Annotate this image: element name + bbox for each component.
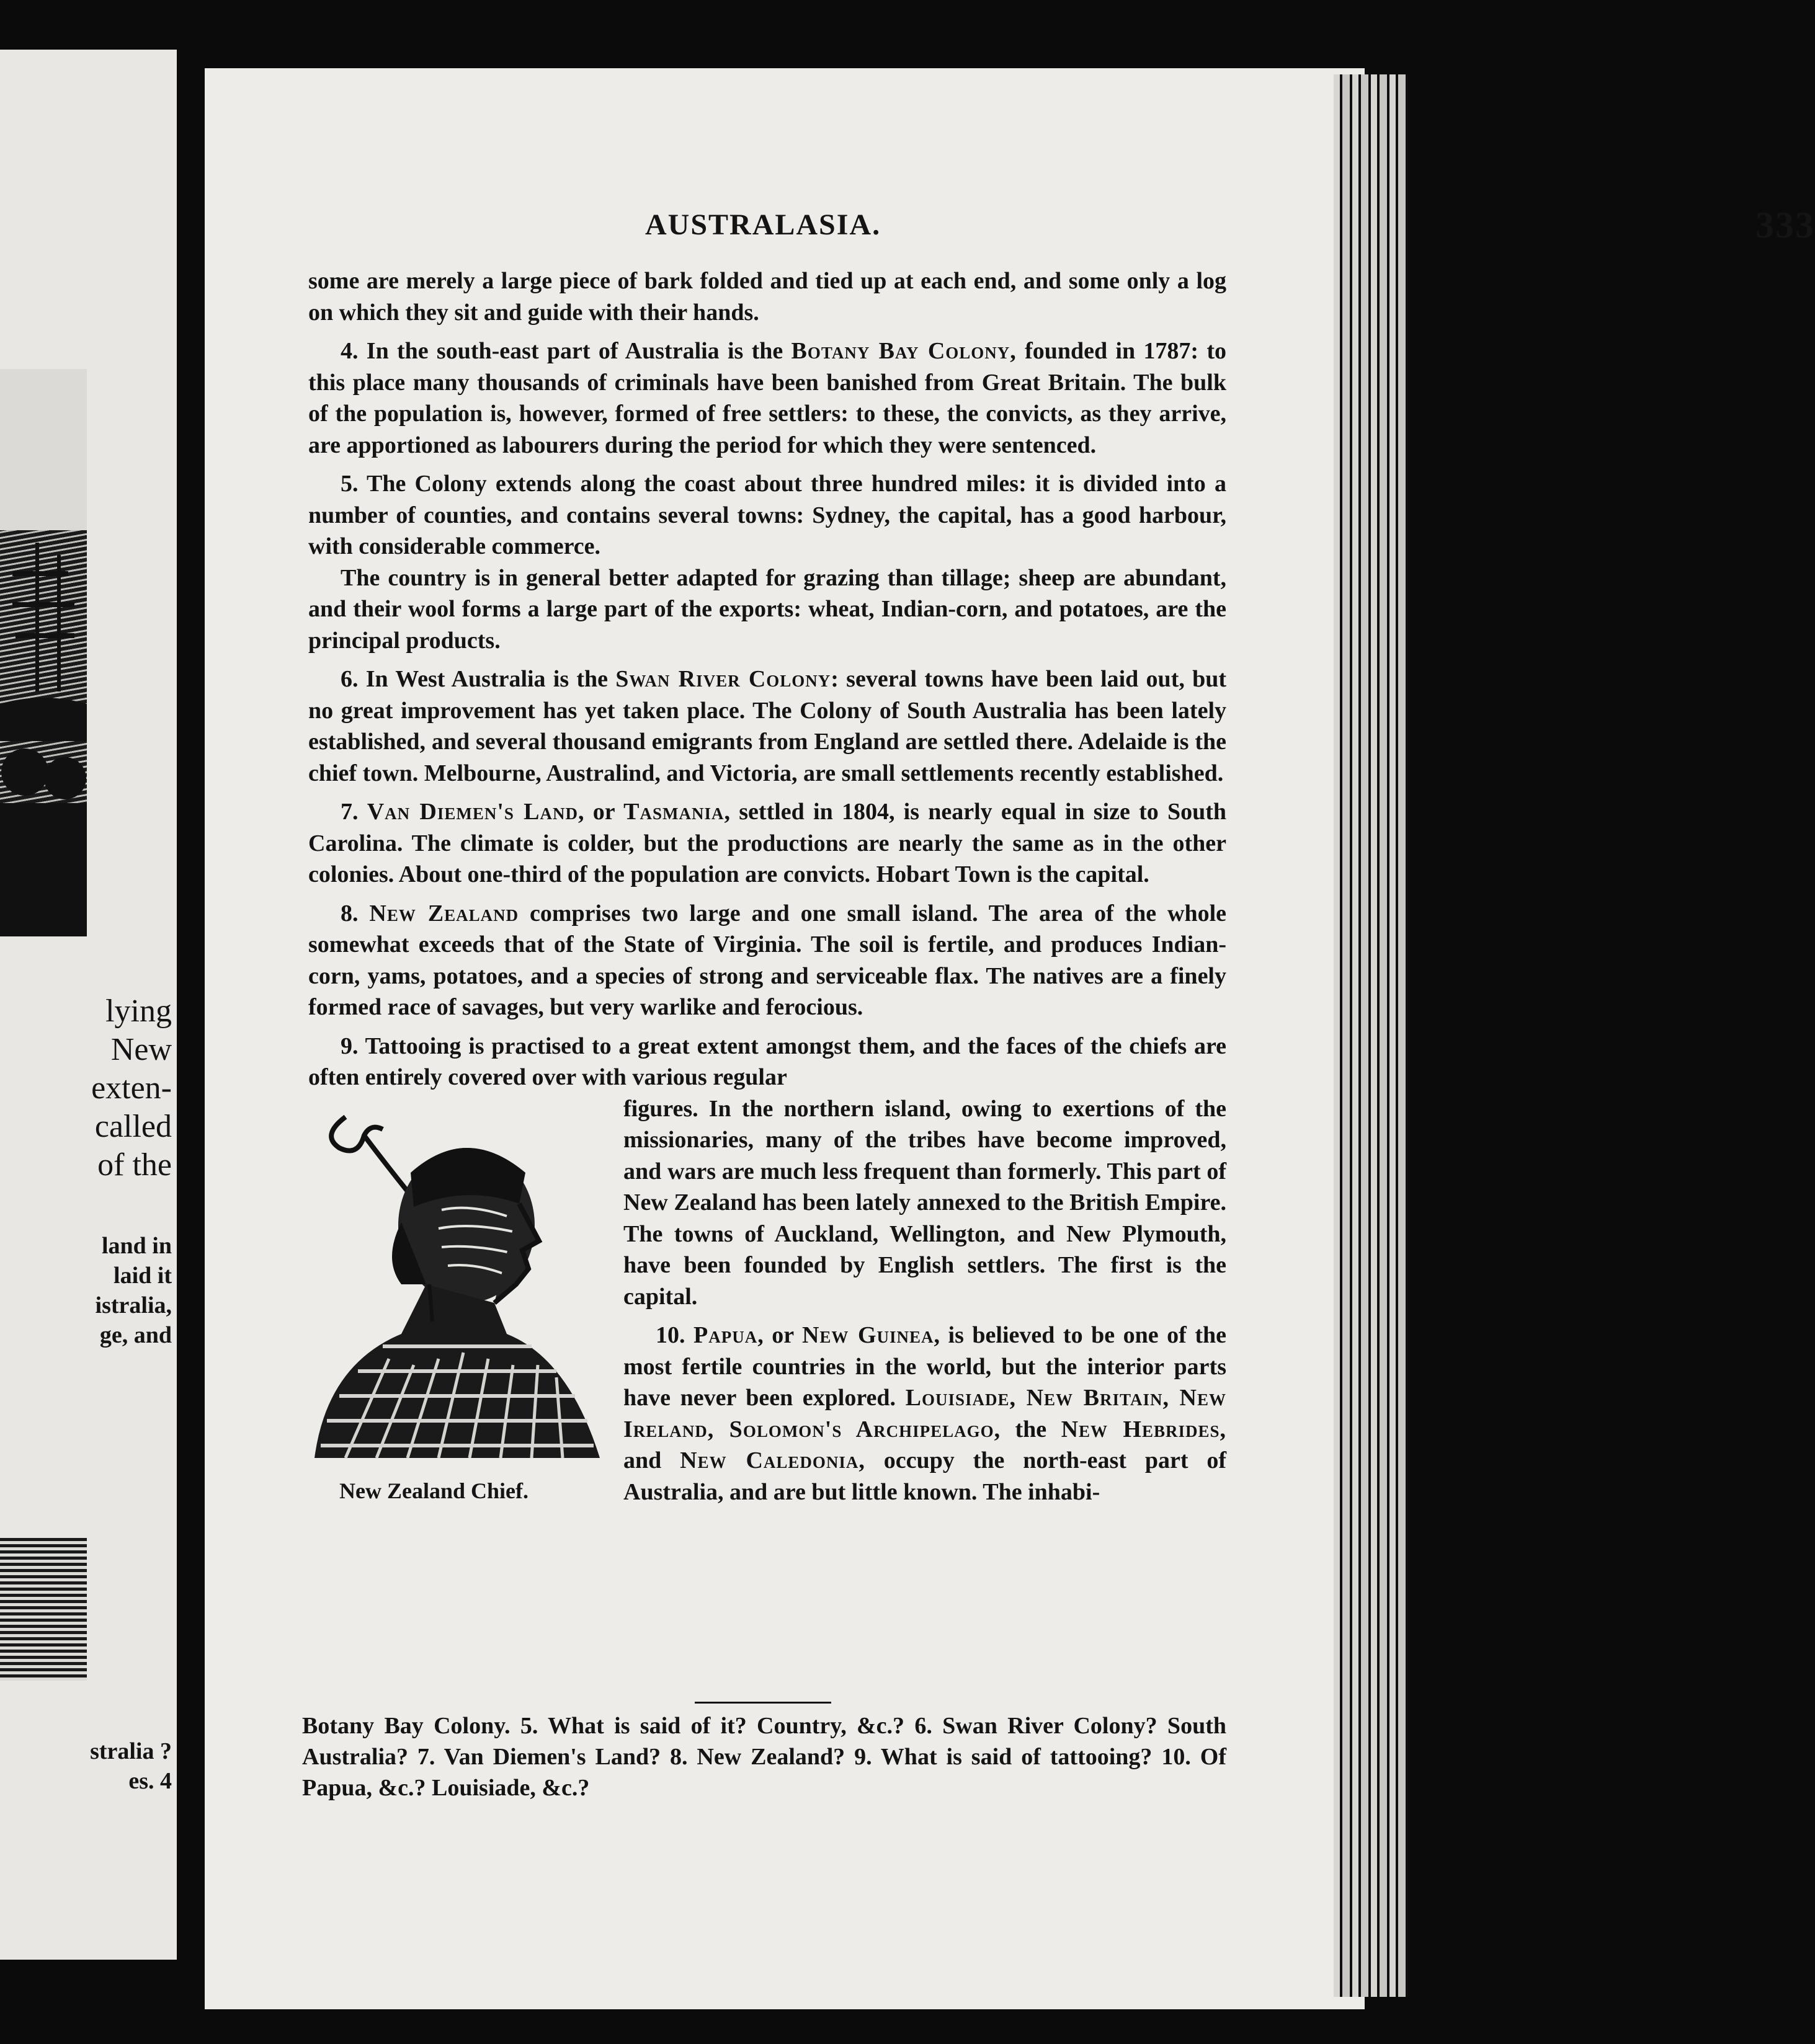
- place-name: New Zealand: [369, 900, 519, 926]
- left-page-text: lying: [105, 993, 172, 1029]
- left-page-text: called: [94, 1109, 172, 1144]
- place-name: Tasmania: [623, 799, 725, 825]
- paragraph-8: 8. New Zealand comprises two large and one small island. The area of the whole somewhat exceeds that of the State of Virginia. The soil is fertile, and produces Indian-corn, yams, potatoes, and a species of strong and serviceable flax. The natives are a finely formed race of savages, but very warlike and ferocious.: [308, 900, 1227, 1020]
- place-name: Botany Bay Colony,: [791, 338, 1017, 364]
- paragraph-7: 7. Van Diemen's Land, or Tasmania, settled in 1804, is nearly equal in size to South Carolina. The climate is colder, but the productions are nearly the same as in the other colonies. About one-third of the population are convicts. Hobart Town is the capital.: [308, 799, 1227, 887]
- questions-text: Botany Bay Colony. 5. What is said of it? Country, &c.? 6. Swan River Colony? South Australia? 7. Van Diemen's Land? 8. New Zealand? 9. What is said of tattooing? 10. Of Papua, &c.? Louisiade, &c.?: [302, 1713, 1226, 1801]
- place-name: New Guinea: [801, 1322, 934, 1348]
- left-page-engraving-lower: [0, 1538, 87, 1681]
- paragraph-5b: The country is in general better adapted for grazing than tillage; sheep are abundant, and their wool forms a large part of the exports: wheat, Indian-corn, and potatoes, are the principal products.: [308, 564, 1226, 654]
- new-zealand-chief-illustration: [308, 1098, 612, 1532]
- place-name: New Caledonia,: [680, 1447, 865, 1473]
- page-body: [308, 265, 1226, 1532]
- study-questions: [302, 1710, 1226, 1803]
- paragraph-6: 6. In West Australia is the Swan River Colony: several towns have been laid out, but no great improvement has yet taken place. The Colony of South Australia has been lately established, and several thousand emigrants from England are settled there. Adelaide is the chief town. Melbourne, Australind, and Victoria, are small settlements recently established.: [308, 666, 1226, 786]
- left-page-text: land in: [101, 1233, 172, 1259]
- page-edges: [1334, 74, 1408, 1997]
- left-page-engraving: [0, 369, 87, 936]
- paragraph-9-continued: figures. In the northern island, owing to exertions of the missionaries, many of the tribes have become improved, and wars are much less frequent than formerly. This part of New Zealand has been lately annexed to the British Empire. The towns of Auckland, Wellington, and New Plymouth, have been founded by English settlers. The first is the capital.: [623, 1095, 1226, 1310]
- page-title: AUSTRALASIA.: [645, 208, 881, 241]
- running-header: [645, 205, 1815, 246]
- chief-engraving: [308, 1098, 612, 1470]
- left-page-text: of the: [97, 1147, 172, 1183]
- left-page-text: laid it: [114, 1263, 172, 1289]
- paragraph-5: 5. The Colony extends along the coast about three hundred miles: it is divided into a number of counties, and contains several towns: Sydney, the capital, has a good harbour, with considerable commerce.: [308, 471, 1226, 559]
- paragraph-9: 9. Tattooing is practised to a great extent amongst them, and the faces of the chiefs are often entirely covered over with various regular: [308, 1033, 1226, 1090]
- illustration-caption: New Zealand Chief.: [339, 1478, 528, 1503]
- page-number: 333: [1755, 205, 1815, 246]
- left-page-text: exten-: [91, 1070, 172, 1106]
- place-name: Swan River Colony: [615, 666, 831, 692]
- left-page-text: es. 4: [128, 1768, 172, 1794]
- left-page-text: istralia,: [95, 1292, 172, 1318]
- left-page-text: ge, and: [99, 1322, 172, 1348]
- paragraph-intro: some are merely a large piece of bark folded and tied up at each end, and some only a log on which they sit and guide with their hands.: [308, 268, 1226, 326]
- place-name: New Hebrides,: [1061, 1416, 1226, 1442]
- paragraph-10: 10. Papua, or New Guinea, is believed to be one of the most fertile countries in the world, but the interior parts have never been explored. Louisiade, New Britain, New Ireland, Solomon's Archipelago, the New Hebrides, and New Caledonia, occupy the north-east part of Australia, and are but little known. The inhabi-: [623, 1322, 1226, 1505]
- paragraph-4: 4. In the south-east part of Australia is the Botany Bay Colony, founded in 1787: to this place many thousands of criminals have been banished from Great Britain. The bulk of the population is, however, formed of free settlers: to these, the convicts, as they arrive, are apportioned as labourers during the period for which they were sentenced.: [308, 338, 1226, 458]
- left-page-text: New: [110, 1032, 172, 1067]
- footnote-divider: [695, 1702, 831, 1704]
- left-page-text: stralia ?: [90, 1738, 172, 1764]
- place-name: Papua: [693, 1322, 758, 1348]
- place-name: Louisiade, New Britain, New Ireland, Solomon's Archipelago,: [623, 1385, 1226, 1442]
- place-name: Van Diemen's Land: [367, 799, 579, 825]
- left-page-sliver: [0, 50, 177, 1960]
